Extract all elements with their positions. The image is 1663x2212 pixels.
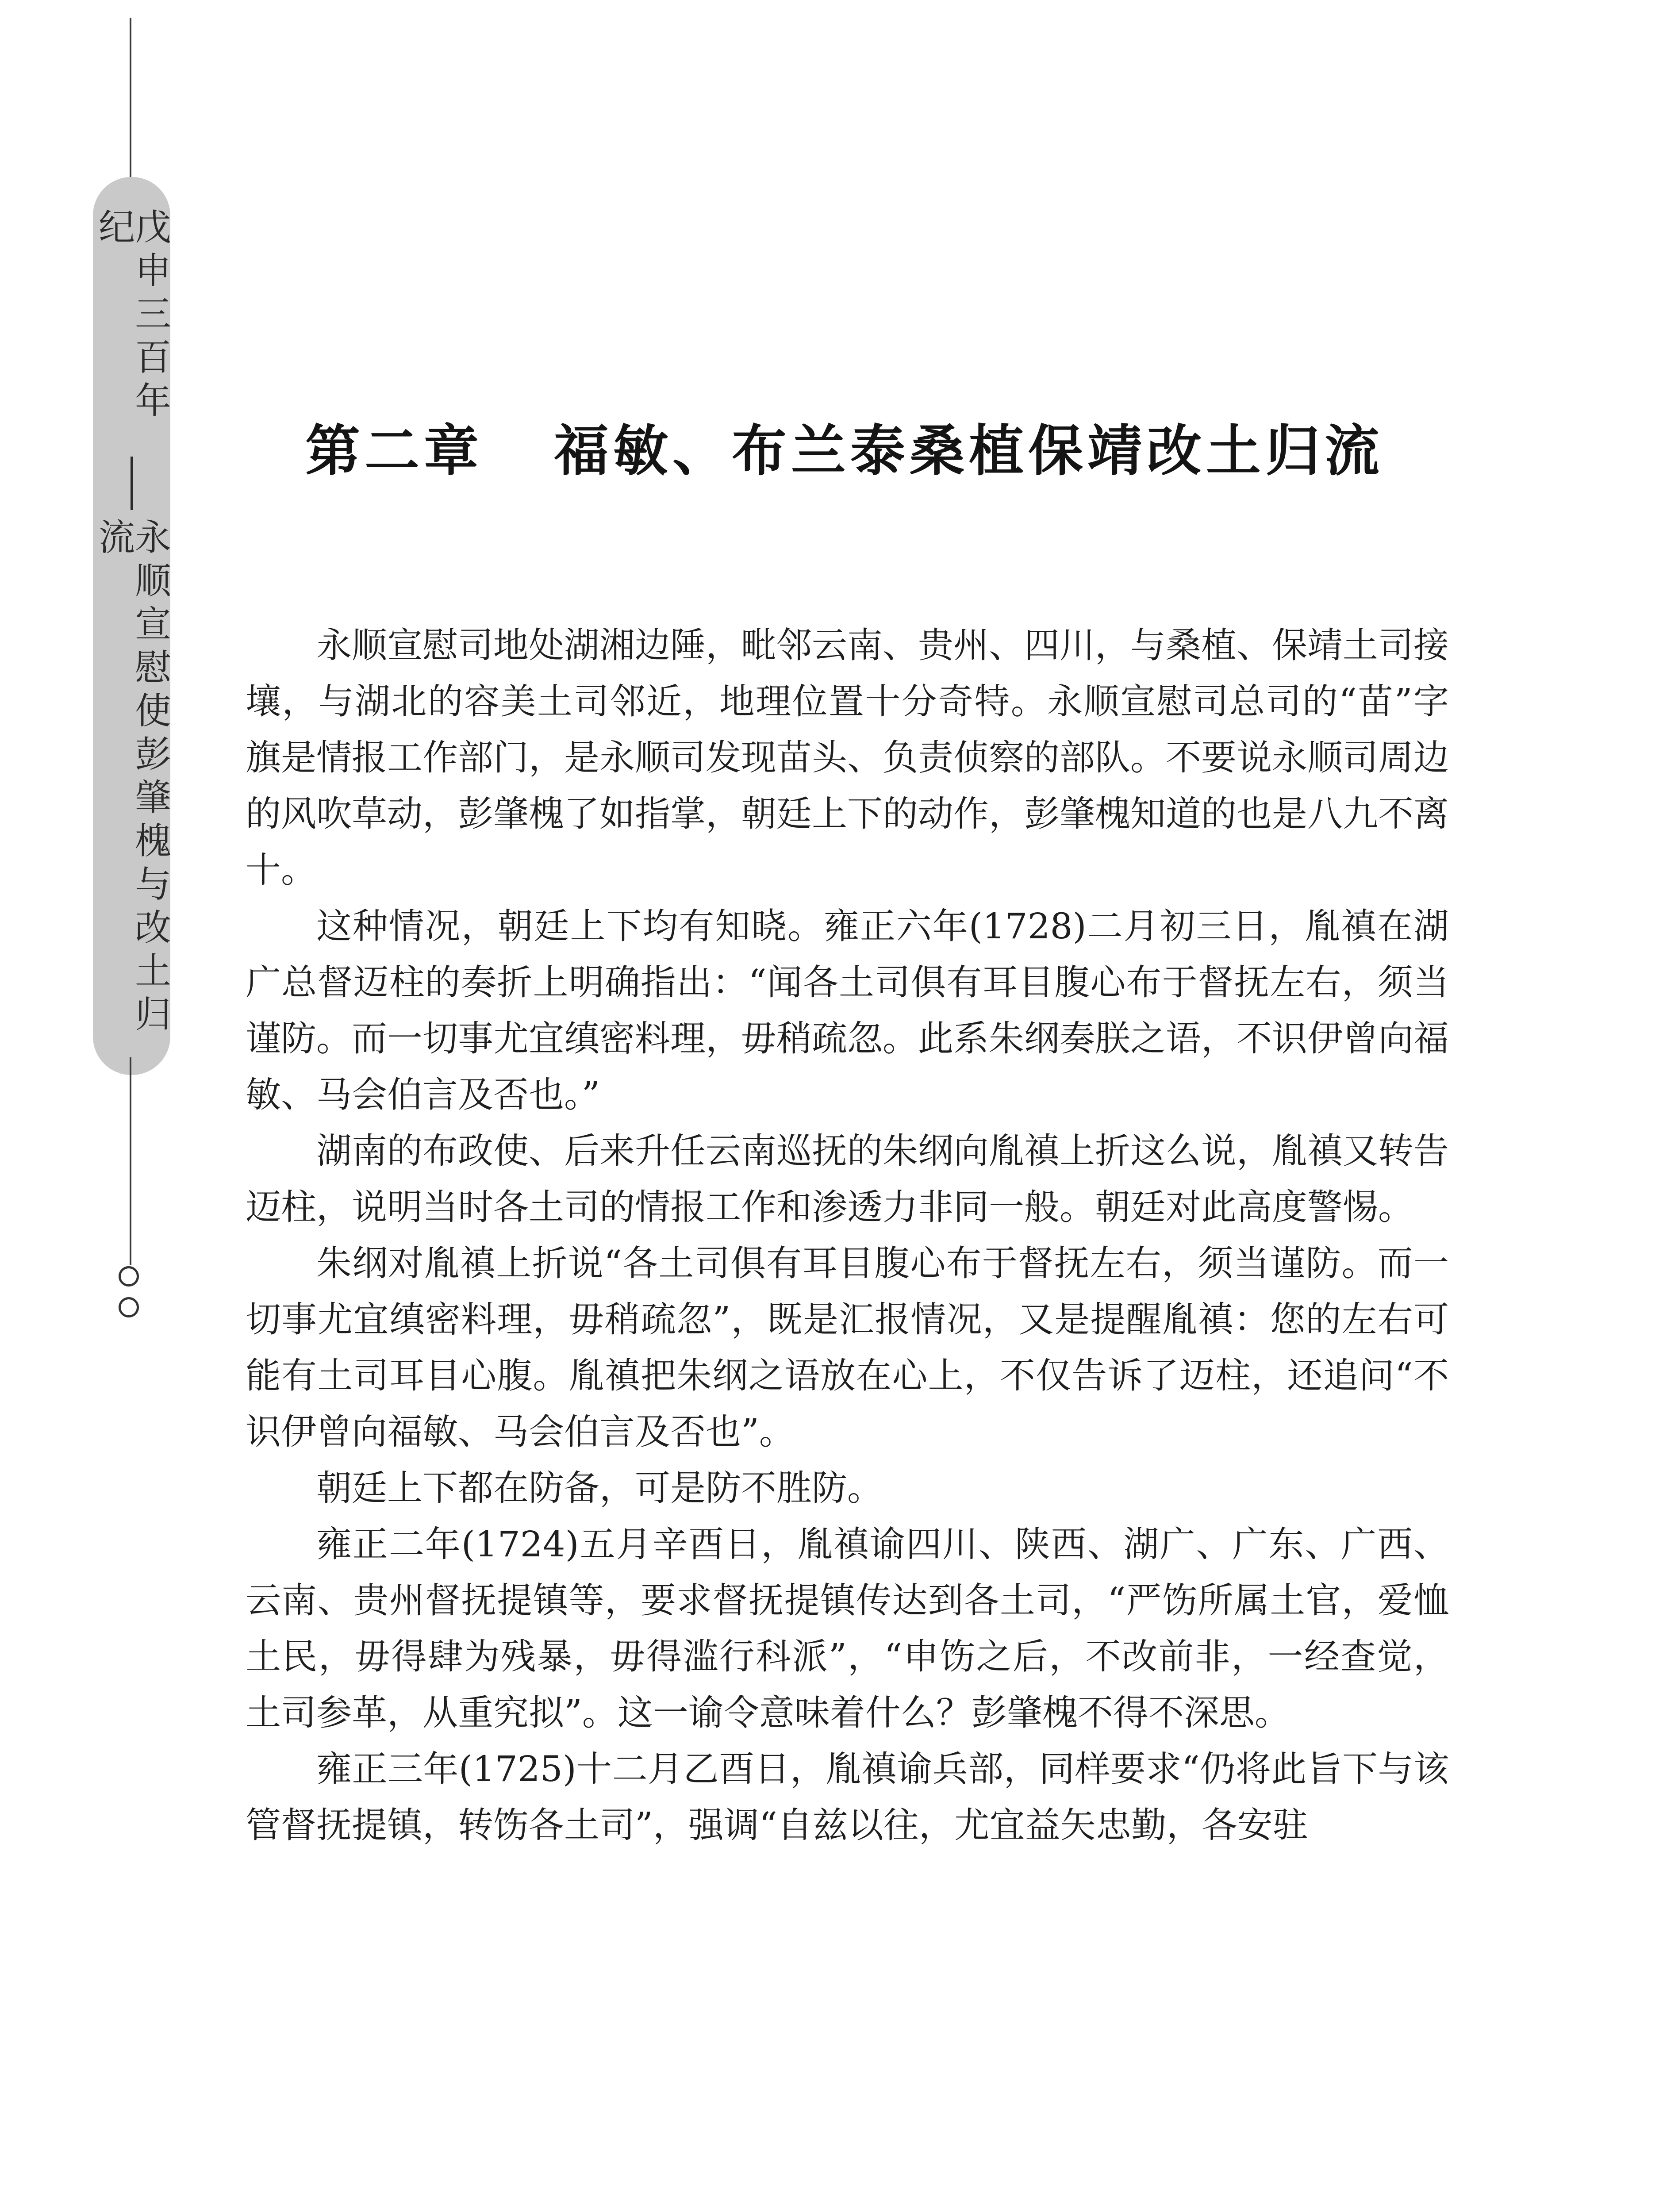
running-head-dash [131,457,133,510]
chapter-title [305,407,1500,486]
chapter-number: 第二章 [305,419,484,483]
running-head-series: 戊申三百年纪 [92,208,171,425]
paragraph: 朝廷上下都在防备，可是防不胜防。 [316,1467,883,1509]
paragraph: 朱纲对胤禛上折说“各土司俱有耳目腹心布于督抚左右，须当谨防。而一切事尤宜缜密料理，毋稍疏忽”，既是汇报情况，又是提醒胤禛：您的左右可能有土司耳目心腹。胤禛把朱纲之语放在心上，不仅告诉了迈柱，还追问“不识伊曾向福敏、马会伯言及否也”。 [246,1243,1449,1452]
body-text [246,617,1449,1853]
running-head-book-title: 永顺宣慰使彭肇槐与改土归流 [92,518,171,1038]
paragraph: 湖南的布政使、后来升任云南巡抚的朱纲向胤禛上折这么说，胤禛又转告迈柱，说明当时各土司的情报工作和渗透力非同一般。朝廷对此高度警惕。 [246,1130,1449,1228]
paragraph: 雍正二年(1724)五月辛酉日，胤禛谕四川、陕西、湖广、广东、广西、云南、贵州督抚提镇等，要求督抚提镇传达到各土司，“严饬所属土官，爱恤土民，毋得肆为残暴，毋得滥行科派”，“申饬之后，不改前非，一经查觉，土司参革，从重究拟”。这一谕令意味着什么？彭肇槐不得不深思。 [246,1524,1449,1733]
chapter-heading: 福敏、布兰泰桑植保靖改土归流 [554,419,1384,483]
side-ornament-circle [119,1297,139,1317]
paragraph: 这种情况，朝廷上下均有知晓。雍正六年(1728)二月初三日，胤禛在湖广总督迈柱的奏折上明确指出：“闻各土司俱有耳目腹心布于督抚左右，须当谨防。而一切事尤宜缜密料理，毋稍疏忽。此系朱纲奏朕之语，不识伊曾向福敏、马会伯言及否也。” [246,906,1449,1115]
side-rule-top [130,18,131,188]
paragraph: 永顺宣慰司地处湖湘边陲，毗邻云南、贵州、四川，与桑植、保靖土司接壤，与湖北的容美土司邻近，地理位置十分奇特。永顺宣慰司总司的“苗”字旗是情报工作部门，是永顺司发现苗头、负责侦察的部队。不要说永顺司周边的风吹草动，彭肇槐了如指掌，朝廷上下的动作，彭肇槐知道的也是八九不离十。 [246,625,1449,891]
running-head [93,208,170,1040]
side-rule-bottom [130,1057,131,1265]
paragraph: 雍正三年(1725)十二月乙酉日，胤禛谕兵部，同样要求“仍将此旨下与该管督抚提镇，转饬各土司”，强调“自兹以往，尤宜益矢忠勤，各安驻 [246,1748,1449,1846]
side-ornament-circle [119,1266,139,1286]
